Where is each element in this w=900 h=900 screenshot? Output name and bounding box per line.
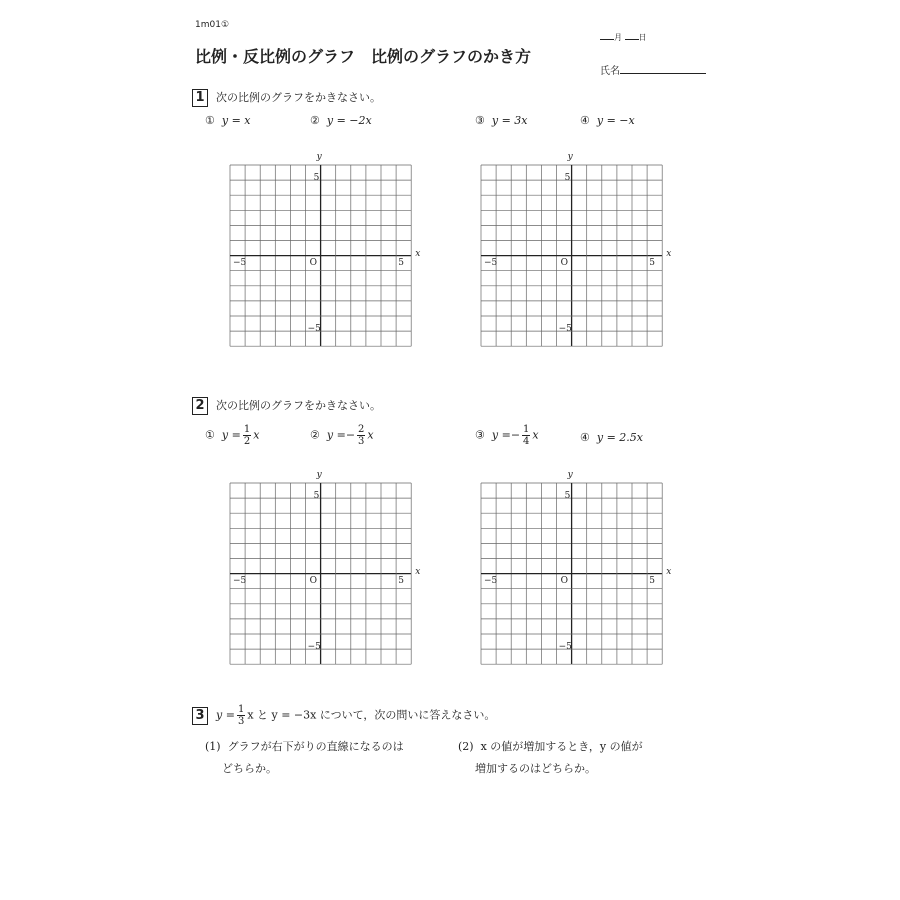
fraction xyxy=(357,424,365,447)
variable: x xyxy=(367,428,374,442)
problem-1-3 xyxy=(475,114,528,127)
equation: y = 2.5x xyxy=(596,431,643,444)
section1-heading xyxy=(192,86,381,107)
problem-1-4 xyxy=(580,114,635,127)
fraction xyxy=(522,424,530,447)
fraction xyxy=(237,704,245,727)
tick-label-y-5: 5 xyxy=(564,173,571,184)
variable: x xyxy=(253,428,260,442)
question-text: どちらか。 xyxy=(222,762,277,775)
problem-2-1 xyxy=(205,424,259,447)
name-field xyxy=(600,62,706,77)
tick-label-x-5: 5 xyxy=(649,575,655,586)
tick-label-y-5: 5 xyxy=(313,173,320,184)
graph-grid-3[interactable] xyxy=(230,470,421,665)
tick-label-x-5: 5 xyxy=(398,575,404,586)
origin-label: O xyxy=(309,257,317,268)
axis-label-y: y xyxy=(316,470,322,480)
item-mark: ③ xyxy=(475,428,485,442)
question-text: 増加するのはどちらか。 xyxy=(475,762,596,775)
tick-label-x-neg5: −5 xyxy=(484,257,498,268)
denominator: 2 xyxy=(243,436,251,447)
fraction xyxy=(243,424,251,447)
equation-lhs: y = xyxy=(221,428,241,442)
question-2 xyxy=(458,736,643,780)
equation-lhs: y = xyxy=(491,428,511,442)
denominator: 3 xyxy=(358,436,365,447)
tick-label-x-5: 5 xyxy=(398,257,404,268)
grid-lines xyxy=(230,165,411,346)
tick-label-y-5: 5 xyxy=(313,491,320,502)
section-number: 1 xyxy=(192,89,208,107)
section2-heading xyxy=(192,394,381,415)
origin-label: O xyxy=(309,575,317,586)
numerator: 1 xyxy=(237,704,245,715)
problem-1-1 xyxy=(205,114,251,127)
grid-lines xyxy=(230,483,411,664)
grid-lines xyxy=(481,483,662,664)
tick-label-x-neg5: −5 xyxy=(484,575,498,586)
numerator: 1 xyxy=(243,424,251,435)
item-mark: ① xyxy=(205,114,215,127)
axis-label-x: x xyxy=(666,248,672,259)
tick-label-y-neg5: −5 xyxy=(558,642,572,653)
equation-lhs: y = xyxy=(326,428,346,442)
axis-label-x: x xyxy=(415,248,421,259)
sign: − xyxy=(345,428,356,442)
axis-label-x: x xyxy=(666,566,672,577)
question-1 xyxy=(205,736,404,780)
numerator: 1 xyxy=(523,424,530,435)
worksheet-code: 1m01① xyxy=(195,20,230,30)
item-mark: ④ xyxy=(580,431,590,444)
item-mark: ② xyxy=(310,428,320,442)
numerator: 2 xyxy=(358,424,365,435)
instruction: 次の比例のグラフをかきなさい。 xyxy=(216,91,381,104)
problem-1-2 xyxy=(310,114,372,127)
section-number: 2 xyxy=(192,397,208,415)
tick-label-y-neg5: −5 xyxy=(558,324,572,335)
question-mark: (2) xyxy=(458,740,474,753)
graph-grid-1[interactable] xyxy=(230,152,421,347)
tick-label-x-neg5: −5 xyxy=(233,575,247,586)
date-field xyxy=(600,32,647,43)
instruction: x と y = −3x について，次の問いに答えなさい。 xyxy=(247,708,496,722)
axis-label-y: y xyxy=(567,470,573,480)
instruction: 次の比例のグラフをかきなさい。 xyxy=(216,399,381,412)
graph-grid-4[interactable] xyxy=(481,470,672,665)
page-title: 比例・反比例のグラフ 比例のグラフのかき方 xyxy=(195,47,532,66)
item-mark: ④ xyxy=(580,114,590,127)
section-number: 3 xyxy=(192,707,208,725)
axis-label-x: x xyxy=(415,566,421,577)
name-label: 氏名 xyxy=(600,66,620,77)
tick-label-y-neg5: −5 xyxy=(307,324,321,335)
problem-2-2 xyxy=(310,424,374,447)
denominator: 3 xyxy=(237,716,245,727)
origin-label: O xyxy=(560,575,568,586)
equation-lhs: y = xyxy=(216,708,235,722)
tick-label-y-neg5: −5 xyxy=(307,642,321,653)
problem-2-4 xyxy=(580,431,643,444)
item-mark: ② xyxy=(310,114,320,127)
equation: y = −x xyxy=(596,114,635,127)
grid-lines xyxy=(481,165,662,346)
variable: x xyxy=(532,428,539,442)
sign: − xyxy=(510,428,521,442)
tick-label-x-neg5: −5 xyxy=(233,257,247,268)
origin-label: O xyxy=(560,257,568,268)
equation: y = 3x xyxy=(491,114,528,127)
problem-2-3 xyxy=(475,424,539,447)
axis-label-y: y xyxy=(316,152,322,162)
equation: y = −2x xyxy=(326,114,372,127)
tick-label-x-5: 5 xyxy=(649,257,655,268)
question-mark: (1) xyxy=(205,740,221,753)
item-mark: ① xyxy=(205,428,215,442)
equation: y = x xyxy=(221,114,251,127)
question-text: グラフが右下がりの直線になるのは xyxy=(227,740,404,753)
day-label: 日 xyxy=(638,33,647,42)
graph-grid-2[interactable] xyxy=(481,152,672,347)
denominator: 4 xyxy=(523,436,530,447)
section3-heading xyxy=(192,704,495,727)
month-label: 月 xyxy=(614,33,622,42)
item-mark: ③ xyxy=(475,114,485,127)
axis-label-y: y xyxy=(567,152,573,162)
question-text: x の値が増加するとき，y の値が xyxy=(480,740,643,753)
tick-label-y-5: 5 xyxy=(564,491,571,502)
